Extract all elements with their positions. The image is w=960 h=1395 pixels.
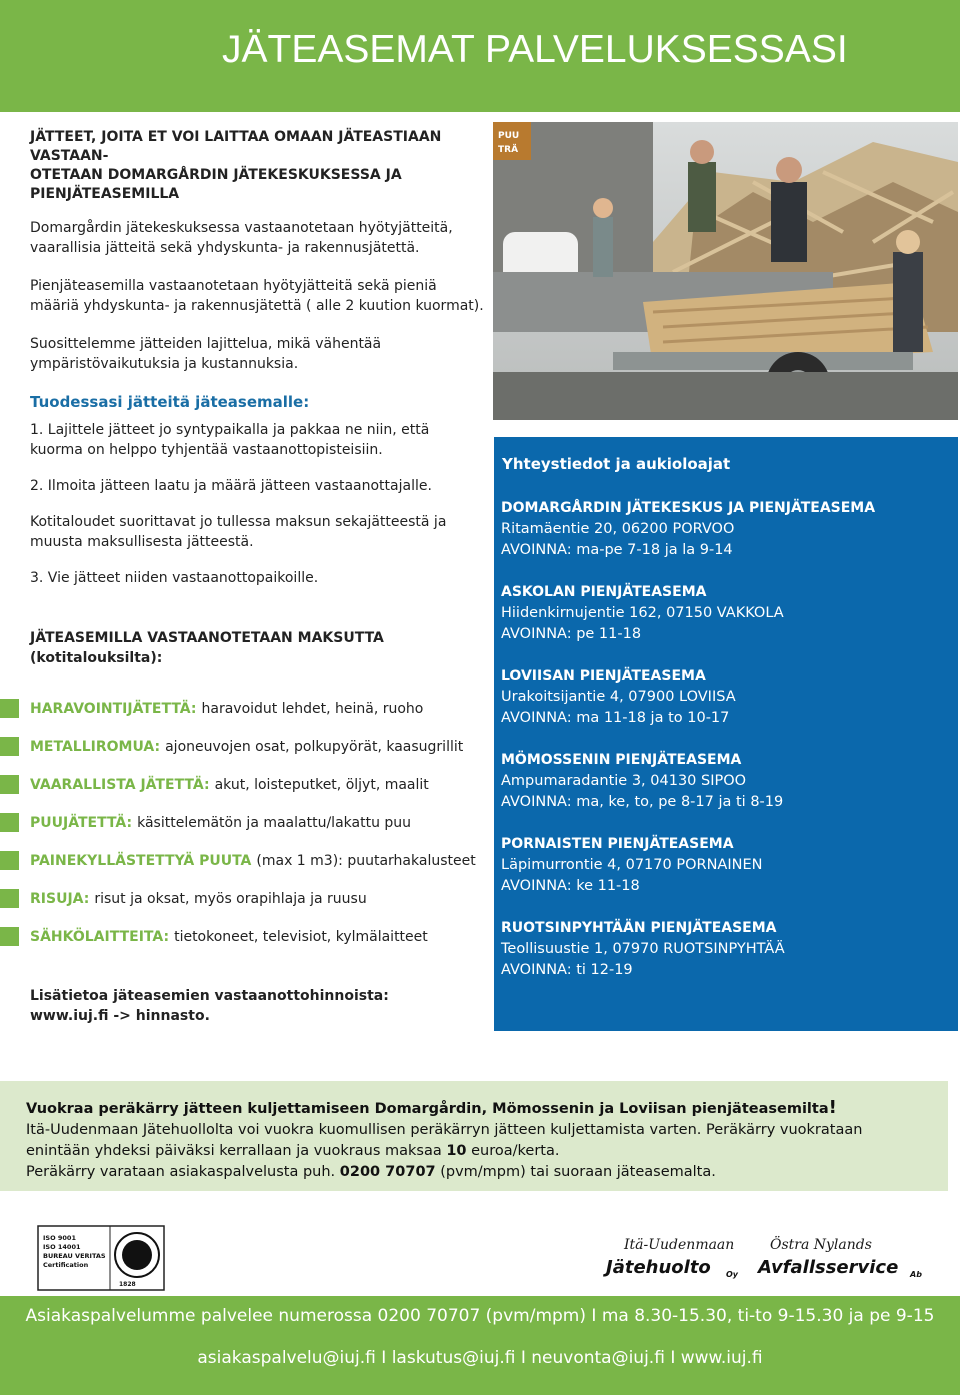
- logo-sv-bottom: Avfallsservice: [758, 1257, 899, 1278]
- logo-sv-top: Östra Nylands: [770, 1237, 872, 1253]
- site-entry: [501, 666, 951, 729]
- green-square-bullet: [0, 889, 19, 908]
- footer: [0, 1296, 960, 1395]
- item-description: akut, loisteputket, öljyt, maalit: [214, 777, 429, 793]
- site-hours: AVOINNA: ke 11-18: [501, 878, 640, 894]
- site-name: ASKOLAN PIENJÄTEASEMA: [501, 584, 707, 600]
- item-description: (max 1 m3): puutarhakalusteet: [256, 853, 476, 869]
- logo-fi-top: Itä-Uudenmaan: [624, 1237, 735, 1253]
- left-column: [30, 128, 485, 1026]
- item-category: RISUJA:: [30, 891, 90, 907]
- logo-fi-suffix: Oy: [726, 1270, 739, 1279]
- item-category: PUUJÄTETTÄ:: [30, 815, 133, 831]
- logo-sv-suffix: Ab: [910, 1270, 922, 1279]
- site-hours: AVOINNA: ma-pe 7-18 ja la 9-14: [501, 542, 733, 558]
- price-list-link[interactable]: www.iuj.fi -> hinnasto.: [30, 1008, 210, 1024]
- site-address: Urakoitsijantie 4, 07900 LOVIISA: [501, 689, 736, 705]
- contact-panel: [494, 437, 958, 1031]
- item-category: HARAVOINTIJÄTETTÄ:: [30, 701, 197, 717]
- more-info-text: Lisätietoa jäteasemien vastaanottohinnoista:: [30, 988, 389, 1004]
- cert-text: ISO 9001: [43, 1234, 76, 1242]
- list-item: [30, 690, 485, 728]
- step-3: 3. Vie jätteet niiden vastaanottopaikoille.: [30, 570, 319, 586]
- green-square-bullet: [0, 775, 19, 794]
- site-address: Läpimurrontie 4, 07170 PORNAINEN: [501, 857, 763, 873]
- site-entry: [501, 498, 951, 561]
- item-description: ajoneuvojen osat, polkupyörät, kaasugrillit: [165, 739, 464, 755]
- sign-text: PUU: [498, 131, 520, 141]
- rental-line-2: Itä-Uudenmaan Jätehuollolta voi vuokra kuomullisen peräkärryn jätteen kuljettamista varten. Peräkärry vuokrataan: [26, 1122, 863, 1138]
- list-item: [30, 728, 485, 766]
- site-address: Hiidenkirnujentie 162, 07150 VAKKOLA: [501, 605, 784, 621]
- site-hours: AVOINNA: ma 11-18 ja to 10-17: [501, 710, 730, 726]
- site-name: RUOTSINPYHTÄÄN PIENJÄTEASEMA: [501, 920, 777, 936]
- list-item: [30, 804, 485, 842]
- photo-illustration: [493, 122, 958, 420]
- cert-text: BUREAU VERITAS: [43, 1252, 106, 1260]
- green-square-bullet: [0, 813, 19, 832]
- rental-line-4-text: Peräkärry varataan asiakaspalvelusta puh.: [26, 1164, 336, 1180]
- green-square-bullet: [0, 927, 19, 946]
- intro-paragraph-3: Suosittelemme jätteiden lajittelua, mikä vähentää ympäristövaikutuksia ja kustannuksia.: [30, 336, 382, 372]
- intro-title-line: JÄTTEET, JOITA ET VOI LAITTAA OMAAN JÄTEASTIAAN VASTAAN-: [30, 129, 442, 164]
- site-address: Teollisuustie 1, 07970 RUOTSINPYHTÄÄ: [501, 941, 785, 957]
- page-title: JÄTEASEMAT PALVELUKSESSASI: [222, 28, 848, 71]
- more-info: [30, 986, 485, 1026]
- item-description: käsittelemätön ja maalattu/lakattu puu: [137, 815, 412, 831]
- green-square-bullet: [0, 699, 19, 718]
- header-banner: [0, 0, 960, 112]
- rental-line-3: [26, 1141, 926, 1162]
- green-square-bullet: [0, 851, 19, 870]
- logo-strip: [0, 1215, 960, 1295]
- site-address: Ritamäentie 20, 06200 PORVOO: [501, 521, 735, 537]
- rental-text: [26, 1097, 926, 1183]
- site-hours: AVOINNA: ti 12-19: [501, 962, 633, 978]
- free-items-heading: JÄTEASEMILLA VASTAANOTETAAN MAKSUTTA (kotitalouksilta):: [30, 630, 384, 666]
- logo-fi-bottom: Jätehuolto: [606, 1257, 711, 1278]
- sites-list: [501, 498, 951, 1002]
- list-item: [30, 766, 485, 804]
- site-hours: AVOINNA: ma, ke, to, pe 8-17 ja ti 8-19: [501, 794, 784, 810]
- contact-emails[interactable]: asiakaspalvelu@iuj.fi I laskutus@iuj.fi I neuvonta@iuj.fi I www.iuj.fi: [197, 1348, 763, 1368]
- rental-headline: [26, 1097, 926, 1120]
- item-category: METALLIROMUA:: [30, 739, 161, 755]
- item-category: SÄHKÖLAITTEITA:: [30, 929, 170, 945]
- rental-headline-text: Vuokraa peräkärry jätteen kuljettamiseen Domargårdin, Mömossenin ja Loviisan pienjäteasemilta: [26, 1101, 829, 1117]
- item-category: PAINEKYLLÄSTETTYÄ PUUTA: [30, 853, 252, 869]
- list-item: [30, 842, 485, 880]
- item-description: haravoidut lehdet, heinä, ruoho: [201, 701, 424, 717]
- rental-line-3-text: enintään yhdeksi päiväksi kerrallaan ja vuokraus maksaa: [26, 1143, 442, 1159]
- item-category: VAARALLISTA JÄTETTÄ:: [30, 777, 210, 793]
- rental-price: 10: [446, 1143, 467, 1159]
- rental-line-4: [26, 1162, 926, 1183]
- site-entry: [501, 834, 951, 897]
- site-entry: [501, 582, 951, 645]
- site-name: PORNAISTEN PIENJÄTEASEMA: [501, 836, 734, 852]
- cert-text: Certification: [43, 1261, 89, 1269]
- contact-title: Yhteystiedot ja aukioloajat: [502, 455, 731, 473]
- payment-note: Kotitaloudet suorittavat jo tullessa maksun sekajätteestä ja muusta maksullisesta jätteestä.: [30, 514, 447, 550]
- site-name: DOMARGÅRDIN JÄTEKESKUS JA PIENJÄTEASEMA: [501, 500, 876, 516]
- seal-year: 1828: [119, 1281, 136, 1288]
- sign-text: TRÄ: [498, 145, 519, 155]
- company-logo: [598, 1227, 922, 1285]
- site-entry: [501, 918, 951, 981]
- rental-phone: 0200 70707: [339, 1164, 436, 1180]
- item-description: tietokoneet, televisiot, kylmälaitteet: [174, 929, 428, 945]
- trailer-rental-box: [0, 1081, 948, 1191]
- customer-service-hours: Asiakaspalvelumme palvelee numerossa 0200 70707 (pvm/mpm) I ma 8.30-15.30, ti-to 9-15.30 ja pe 9-15: [25, 1306, 935, 1326]
- site-address: Ampumaradantie 3, 04130 SIPOO: [501, 773, 747, 789]
- rental-line-3-unit: euroa/kerta.: [471, 1143, 560, 1159]
- step-2: 2. Ilmoita jätteen laatu ja määrä jätteen vastaanottajalle.: [30, 478, 432, 494]
- free-items-list: [30, 690, 485, 956]
- intro-title-line: PIENJÄTEASEMILLA: [30, 186, 180, 202]
- intro-title: [30, 128, 485, 204]
- site-name: MÖMOSSENIN PIENJÄTEASEMA: [501, 752, 742, 768]
- rental-line-4-rest: (pvm/mpm) tai suoraan jäteasemalta.: [440, 1164, 716, 1180]
- site-name: LOVIISAN PIENJÄTEASEMA: [501, 668, 706, 684]
- bring-heading: Tuodessasi jätteitä jäteasemalle:: [30, 393, 310, 411]
- bureau-veritas-logo: [37, 1225, 165, 1291]
- item-description: risut ja oksat, myös orapihlaja ja ruusu: [94, 891, 367, 907]
- intro-paragraph-1: Domargårdin jätekeskuksessa vastaanotetaan hyötyjätteitä, vaarallisia jätteitä sekä yhdyskunta- ja rakennusjätettä.: [30, 220, 453, 256]
- site-entry: [501, 750, 951, 813]
- recycling-photo: [493, 122, 958, 420]
- steps-list: [30, 420, 485, 588]
- site-hours: AVOINNA: pe 11-18: [501, 626, 642, 642]
- cert-text: ISO 14001: [43, 1243, 81, 1251]
- step-1: 1. Lajittele jätteet jo syntypaikalla ja pakkaa ne niin, että kuorma on helppo tyhjentää vastaanottopisteisiin.: [30, 422, 430, 458]
- intro-paragraph-2: Pienjäteasemilla vastaanotetaan hyötyjätteitä sekä pieniä määriä yhdyskunta- ja rakennusjätettä ( alle 2 kuution kuormat).: [30, 278, 484, 314]
- list-item: [30, 918, 485, 956]
- green-square-bullet: [0, 737, 19, 756]
- intro-title-line: OTETAAN DOMARGÅRDIN JÄTEKESKUKSESSA JA: [30, 167, 402, 183]
- list-item: [30, 880, 485, 918]
- rental-headline-mark: !: [828, 1097, 837, 1118]
